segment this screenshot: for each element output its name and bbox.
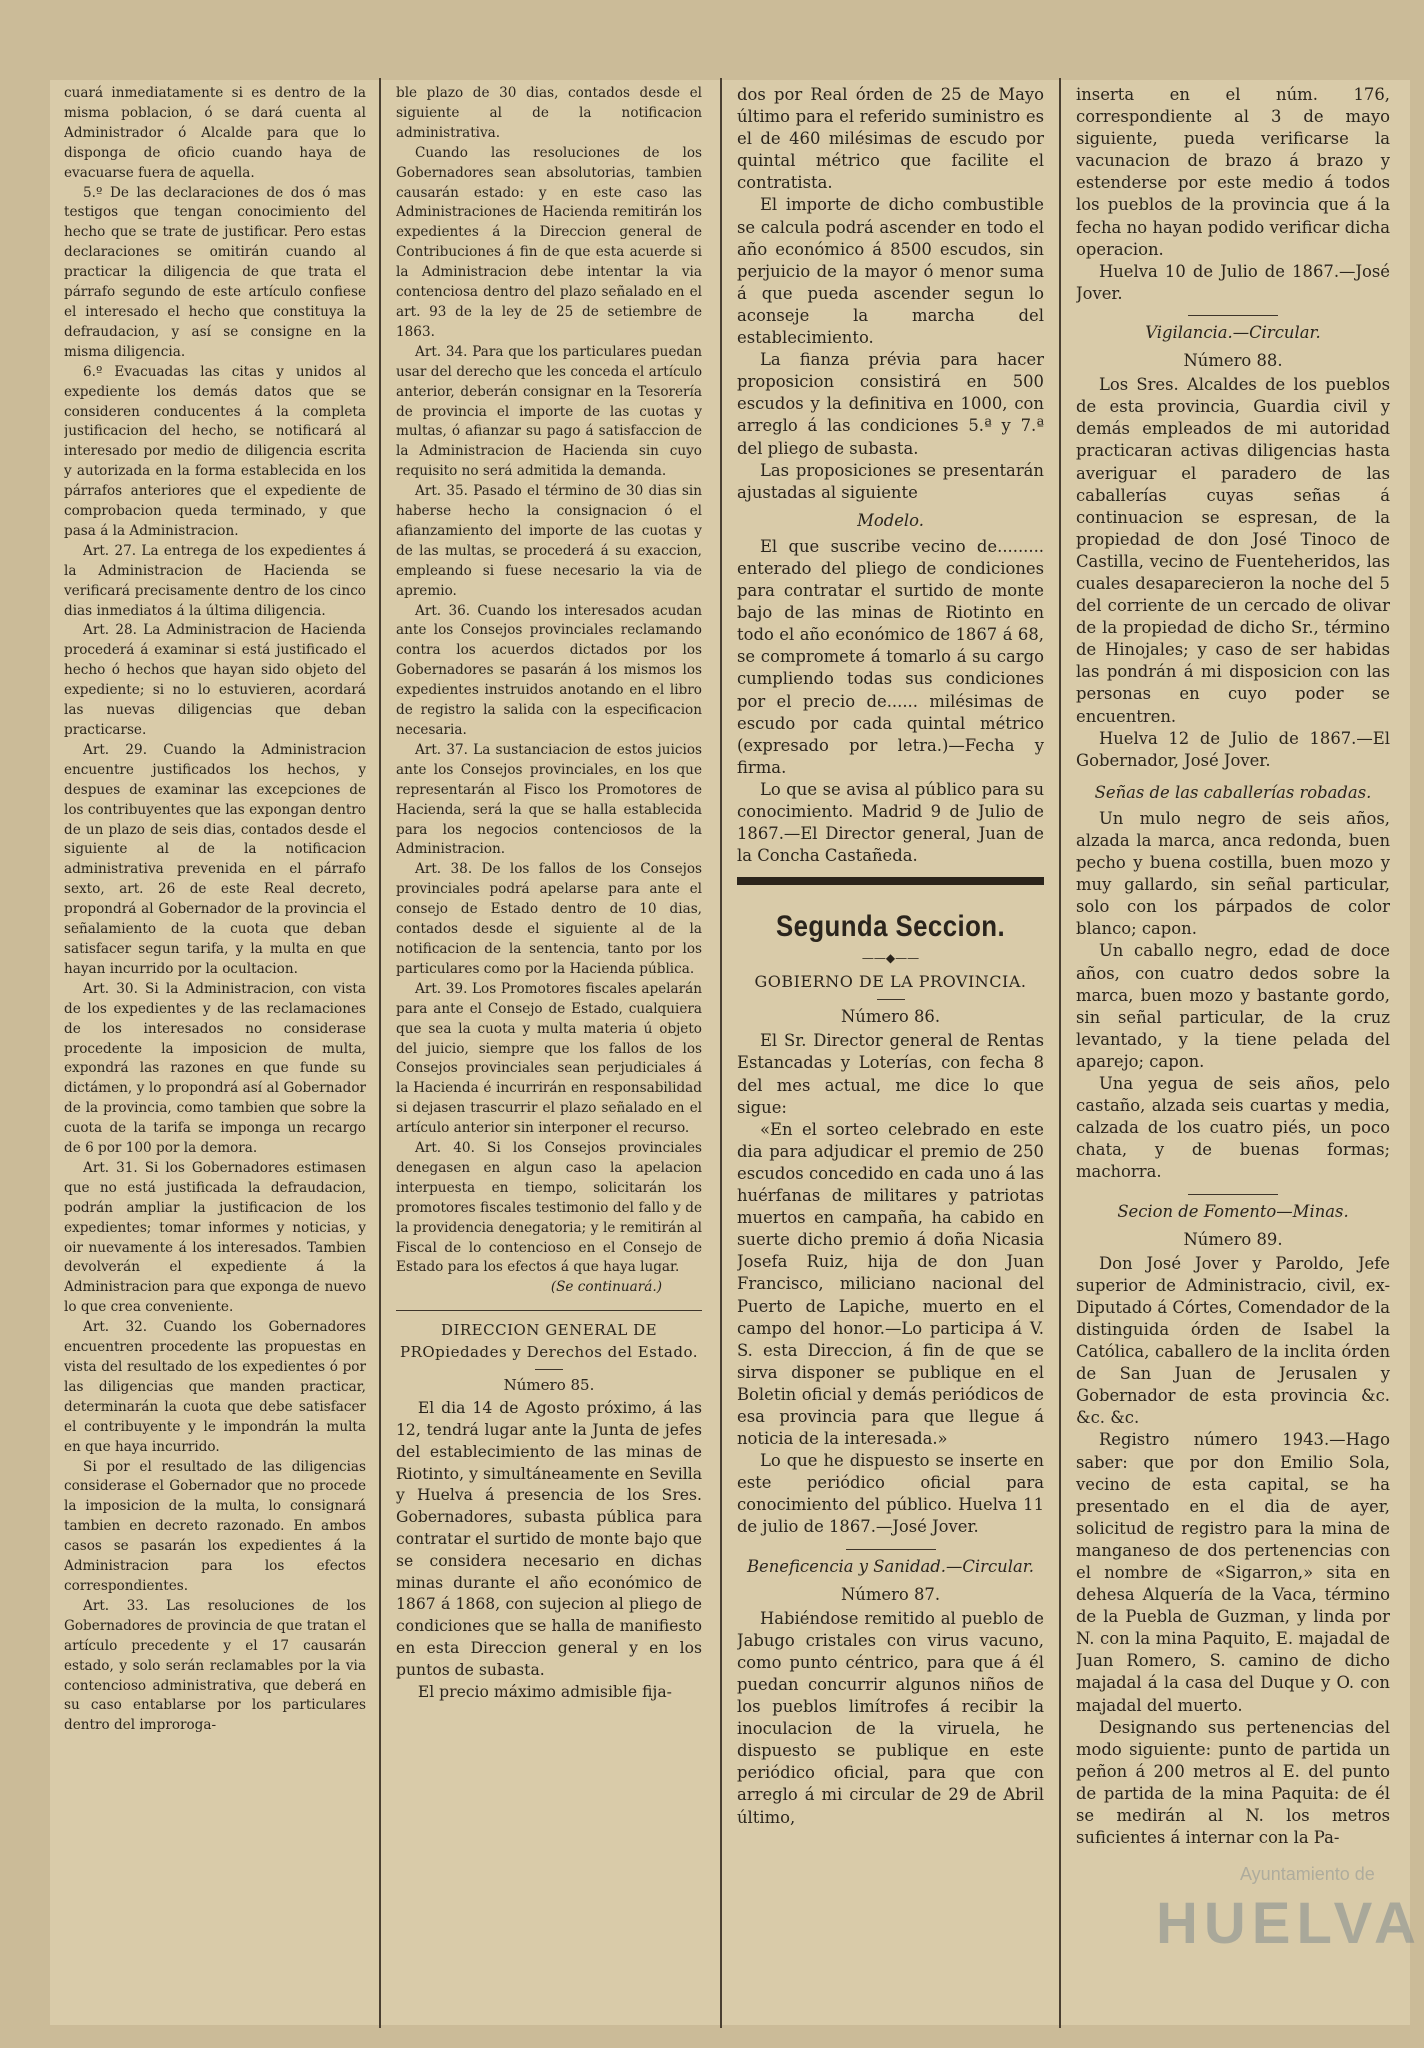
paragraph: Registro número 1943.—Hago saber: que por don Emilio Sola, vecino de esta capital, se ha presentado en el dia de ayer, solicitud de registro para la mina de manganeso de dos pertenencias con el nombre de «Sigarron,» sita en dehesa Alquería de la Vaca, término de la Puebla de Guzman, y linda por N. con la mina Paquito, E. majadal de Juan Romero, S. camino de dicho majadal á la casa del Duque y O. con majadal del muerto. bbox=[1076, 1430, 1390, 1715]
paragraph: El Sr. Director general de Rentas Estancadas y Loterías, con fecha 8 del mes actual, me dice lo que sigue: bbox=[737, 1031, 1044, 1117]
paragraph: Art. 34. Para que los particulares puedan usar del derecho que les conceda el artículo anterior, deberán consignar en la Tesorería de provincia el importe de las cuotas y multas, ó afianzar su pago á satisfaccion de la Administracion de Hacienda sin cuyo requisito no será admitida la demanda. bbox=[396, 343, 702, 480]
modelo-heading: Modelo. bbox=[857, 510, 924, 530]
paragraph: El dia 14 de Agosto próximo, á las 12, tendrá lugar ante la Junta de jefes del establecimiento de las minas de Riotinto, y simultáneamente en Sevilla y Huelva á presencia de los Sres. Gobernadores, subasta pública para contratar el surtido de monte bajo que se considera necesario en dichas minas durante el año económico de 1867 á 1868, con sujecion al pliego de condiciones que se halla de manifiesto en esta Direccion general y en los puntos de subasta. bbox=[396, 1399, 702, 1679]
paragraph: Art. 28. La Administracion de Hacienda procederá á examinar si está justificado el hecho ó hechos que hayan sido objeto del expediente; si no lo estuvieren, acordará las nuevas diligencias que deban practicarse. bbox=[64, 622, 366, 738]
divider bbox=[877, 999, 905, 1000]
paragraph: Art. 40. Si los Consejos provinciales denegasen en algun caso la apelacion interpuesta en tiempo, solicitarán los promotores fiscales testimonio del fallo y de la providencia denegatoria; y le remitirán al Fiscal de lo contencioso en el Consejo de Estado para los efectos á que haya lugar. bbox=[396, 1140, 702, 1276]
watermark-logo bbox=[1148, 1846, 1422, 1996]
notice-number-86: Número 86. bbox=[840, 1007, 941, 1027]
ornament-divider: ——◆—— bbox=[861, 951, 920, 966]
column-rule-3 bbox=[1059, 78, 1061, 2028]
paragraph: Lo que he dispuesto se inserte en este periódico oficial para conocimiento del público. Huelva 11 de julio de 1867.—José Jover. bbox=[737, 1451, 1044, 1537]
paragraph: Don José Jover y Paroldo, Jefe superior de Administracio, civil, ex-Diputado á Córtes, Comendador de la distinguida órden de Isabel la Católica, caballero de la inclita órden de San Juan de Jerusalen y Gobernador de esta provincia &c. &c. &c. bbox=[1076, 1253, 1390, 1428]
paragraph: dos por Real órden de 25 de Mayo último para el referido suministro es el de 460 milésimas de escudo por quintal métrico que facilite el contratista. bbox=[737, 85, 1044, 193]
paragraph: El importe de dicho combustible se calcula podrá ascender en todo el año económico á 8500 escudos, sin perjuicio de la mayor ó menor suma á que pueda ascender segun lo aconseje la marcha del establecimiento. bbox=[737, 195, 1044, 348]
paragraph: Art. 39. Los Promotores fiscales apelarán para ante el Consejo de Estado, cualquiera que sea la cuota y multa materia ú objeto del juicio, siempre que los fallos de los Consejos provinciales sean perjudiciales á la Hacienda é incurrirán en responsabilidad si dejasen trascurrir el plazo señalado en el artículo anterior sin interponer el recurso. bbox=[396, 980, 702, 1137]
section-heading-direccion: DIRECCION GENERAL DE PROpiedades y Derechos del Estado. bbox=[399, 1321, 698, 1362]
paragraph: El que suscribe vecino de......... enterado del pliego de condiciones para contratar el surtido de monte bajo de las minas de Riotinto en todo el año económico de 1867 á 68, se compromete á tomarlo á su cargo cumpliendo todas sus condiciones por el precio de...... milésimas de escudo por cada quintal métrico (expresado por letra.)—Fecha y firma. bbox=[737, 536, 1044, 777]
column-rule-2 bbox=[720, 78, 722, 2028]
paragraph: Art. 27. La entrega de los expedientes á la Administracion de Hacienda se verificará precisamente dentro de los cinco dias inmediatos á la última diligencia. bbox=[64, 542, 366, 619]
paragraph: Art. 37. La sustanciacion de estos juicios ante los Consejos provinciales, en los que representarán al Fisco los Promotores de Hacienda, será la que se halla establecida para los negocios contenciosos de la Administracion. bbox=[396, 741, 702, 858]
paragraph: La fianza prévia para hacer proposicion consistirá en 500 escudos y la definitiva en 1000, con arreglo á las condiciones 5.ª y 7.ª del pliego de subasta. bbox=[737, 350, 1044, 458]
paragraph: El precio máximo admisible fija- bbox=[417, 1682, 672, 1701]
paragraph: 5.º De las declaraciones de dos ó mas testigos que tengan conocimiento del hecho que se trate de justificar. Pero estas declaraciones se omitirán cuando al practicar la diligencia de que trata el párrafo segundo de este artículo confiese el interesado el hecho que constituya la defraudacion, y así se consigne en la misma diligencia. bbox=[64, 184, 366, 360]
paragraph: Las proposiciones se presentarán ajustadas al siguiente bbox=[737, 460, 1044, 502]
continued-note: (Se continuará.) bbox=[550, 1279, 662, 1296]
paragraph: Una yegua de seis años, pelo castaño, alzada seis cuartas y media, calzada de los cuatro piés, un poco chata, y de buenas formas; machorra. bbox=[1076, 1074, 1390, 1182]
paragraph: Huelva 12 de Julio de 1867.—El Gobernador, José Jover. bbox=[1076, 728, 1390, 770]
column-rule-1 bbox=[379, 78, 381, 2028]
section-rule bbox=[737, 877, 1044, 885]
paragraph: Art. 31. Si los Gobernadores estimasen que no está justificada la defraudacion, podrán ampliar la justificacion de los expedientes; tomar informes y noticias, y oir nuevamente á los interesados. Tambien devolverán el expediente á la Administracion para que exponga de nuevo lo que crea conveniente. bbox=[64, 1159, 366, 1316]
vigilancia-heading: Vigilancia.—Circular. bbox=[1145, 322, 1321, 342]
paragraph: Lo que se avisa al público para su conocimiento. Madrid 9 de Julio de 1867.—El Director general, Juan de la Concha Castañeda. bbox=[737, 779, 1044, 866]
notice-number-88: Número 88. bbox=[1183, 351, 1283, 371]
divider bbox=[846, 1549, 936, 1550]
divider bbox=[535, 1369, 563, 1370]
divider bbox=[1188, 315, 1278, 316]
watermark-text: Ayuntamiento de bbox=[1240, 1864, 1375, 1884]
paragraph: Designando sus pertenencias del modo siguiente: punto de partida un peñon á 200 metros al E. del punto de partida de la mina Paquita: de él se medirán al N. los metros suficientes á internar con la Pa- bbox=[1076, 1717, 1390, 1848]
paragraph: Huelva 10 de Julio de 1867.—José Jover. bbox=[1076, 261, 1390, 303]
paragraph: Habiéndose remitido al pueblo de Jabugo cristales con virus vacuno, como punto céntrico, para que á él puedan concurrir algunos niños de los pueblos limítrofes á recibir la inoculacion de la viruela, he dispuesto se publique en este periódico oficial, para que con arreglo á mi circular de 29 de Abril último, bbox=[737, 1608, 1044, 1827]
paragraph: Art. 36. Cuando los interesados acudan ante los Consejos provinciales reclamando contra los acuerdos dictados por los Gobernadores se pasarán á los mismos los expedientes instruidos anotando en el libro de registro la salida con la especificacion necesaria. bbox=[396, 602, 702, 738]
paragraph: «En el sorteo celebrado en este dia para adjudicar el premio de 250 escudos concedido en cada uno á las huérfanas de militares y patriotas muertos en campaña, ha cabido en suerte dicho premio á doña Nicasia Josefa Ruiz, hija de don Juan Francisco, miliciano nacional del Puerto de Lapiche, muerto en el campo del honor.—Lo participa á V. S. esta Direccion, á fin de que se sirva disponer se publique en el Boletin oficial y demás periódicos de esa provincia para que llegue á noticia de la interesada.» bbox=[737, 1119, 1044, 1449]
paragraph: Los Sres. Alcaldes de los pueblos de esta provincia, Guardia civil y demás empleados de mi autoridad practicaran activas diligencias hasta averiguar el paradero de las caballerías cuyas señas á continuacion se espresan, de la propiedad de don José Tinoco de Castilla, vecino de Fuenteheridos, las cuales desaparecieron la noche del 5 del corriente de un cercado de olivar de la propiedad de dicho Sr., término de Hinojales; y caso de ser habidas las pondrán á mi disposicion con las personas en cuyo poder se encuentren. bbox=[1076, 375, 1390, 726]
column-1 bbox=[64, 84, 366, 2024]
paragraph: 6.º Evacuadas las citas y unidos al expediente los demás datos que se consideren conducentes á la completa justificacion del hecho, se notificará al interesado por medio de diligencia escrita y autorizada en la forma establecida en los párrafos anteriores que el expediente de comprobacion queda terminado, y que pasa á la Administracion. bbox=[64, 363, 366, 539]
fomento-heading: Secion de Fomento—Minas. bbox=[1117, 1201, 1349, 1221]
paragraph: Art. 30. Si la Administracion, con vista de los expedientes y de las reclamaciones de los interesados no considerase procedente la imposicion de multa, expondrá las razones en que funde su dictámen, y lo propondrá así al Gobernador de la provincia, como tambien que sobre la cuota de la tarifa se imponga un recargo de 6 por 100 por la demora. bbox=[64, 980, 366, 1157]
column-3 bbox=[737, 84, 1044, 2024]
watermark-title: HUELVA bbox=[1156, 1891, 1422, 1956]
senas-heading: Señas de las caballerías robadas. bbox=[1094, 782, 1372, 802]
column-2 bbox=[396, 84, 702, 2024]
paragraph: inserta en el núm. 176, correspondiente al 3 de mayo siguiente, pueda verificarse la vacunacion de brazo á brazo y estenderse por este medio á todos los pueblos de la provincia que á la fecha no hayan podido verificar dicha operacion. bbox=[1076, 85, 1390, 259]
paragraph: Art. 35. Pasado el término de 30 dias sin haberse hecho la consignacion ó el afianzamiento del importe de las cuotas y de las multas, se procederá á su exaccion, empleando si fuese necesario la via de apremio. bbox=[396, 483, 702, 599]
paragraph: Si por el resultado de las diligencias considerase el Gobernador que no procede la imposicion de la multa, lo consignará tambien en decreto razonado. En ambos casos se pasarán los expedientes á la Administracion para los efectos correspondientes. bbox=[64, 1458, 366, 1594]
notice-number-89: Número 89. bbox=[1183, 1229, 1283, 1249]
paragraph: Un caballo negro, edad de doce años, con cuatro dedos sobre la marca, buen mozo y bastante gordo, sin señal particular, de la cruz levantado, y la tiene pelada del aparejo; capon. bbox=[1076, 941, 1390, 1071]
paragraph: Art. 33. Las resoluciones de los Gobernadores de provincia de que tratan el artículo precedente y el 17 causarán estado, y solo serán reclamables por la via contencioso administrativa, que deberá en su caso entablarse por los particulares dentro del improroga- bbox=[64, 1597, 366, 1734]
paragraph: Cuando las resoluciones de los Gobernadores sean absolutorias, tambien causarán estado: y en este caso las Administraciones de Hacienda remitirán los expedientes á la Direccion general de Contribuciones á fin de que esta acuerde si la Administracion debe intentar la via contenciosa dentro del plazo señalado en el art. 93 de la ley de 25 de setiembre de 1863. bbox=[396, 144, 702, 340]
paragraph: Art. 32. Cuando los Gobernadores encuentren procedente las propuestas en vista del resultado de los expedientes ó por las diligencias que manden practicar, determinarán la cuota que debe satisfacer el contribuyente y le impondrán la multa en que haya incurrido. bbox=[64, 1319, 366, 1455]
notice-number-85: Número 85. bbox=[503, 1376, 595, 1395]
paragraph: ble plazo de 30 dias, contados desde el siguiente al de la notificacion administrativa. bbox=[396, 85, 702, 141]
gobierno-heading: GOBIERNO DE LA PROVINCIA. bbox=[754, 972, 1027, 992]
paragraph: Art. 29. Cuando la Administracion encuentre justificados los hechos, y despues de examinar las excepciones de los contribuyentes que las expongan dentro de un plazo de seis dias, contados desde el siguiente al de la notificacion administrativa prevenida en el párrafo sexto, art. 26 de este Real decreto, propondrá al Gobernador de la provincia el señalamiento de la cuota que deban satisfacer segun tarifa, y la multa en que hayan incurrido por la ocultacion. bbox=[64, 741, 366, 977]
paragraph: Art. 38. De los fallos de los Consejos provinciales podrá apelarse para ante el consejo de Estado dentro de 10 dias, contados desde el siguiente al de la notificacion de la sentencia, tanto por los particulares como por la Hacienda pública. bbox=[396, 861, 702, 977]
paragraph: cuará inmediatamente si es dentro de la misma poblacion, ó se dará cuenta al Administrador ó Alcalde para que lo disponga de oficio cuando haya de evacuarse fuera de aquella. bbox=[64, 85, 366, 181]
column-4 bbox=[1076, 84, 1390, 2024]
divider bbox=[396, 1310, 702, 1311]
section-title: Segunda Seccion. bbox=[775, 910, 1006, 944]
paragraph: Un mulo negro de seis años, alzada la marca, anca redonda, buen pecho y buena costilla, buen mozo y muy gallardo, sin señal particular, solo con los párpados de color blanco; capon. bbox=[1076, 808, 1390, 939]
divider bbox=[1188, 1194, 1278, 1195]
notice-number-87: Número 87. bbox=[840, 1584, 941, 1604]
beneficencia-heading: Beneficencia y Sanidad.—Circular. bbox=[746, 1556, 1034, 1576]
